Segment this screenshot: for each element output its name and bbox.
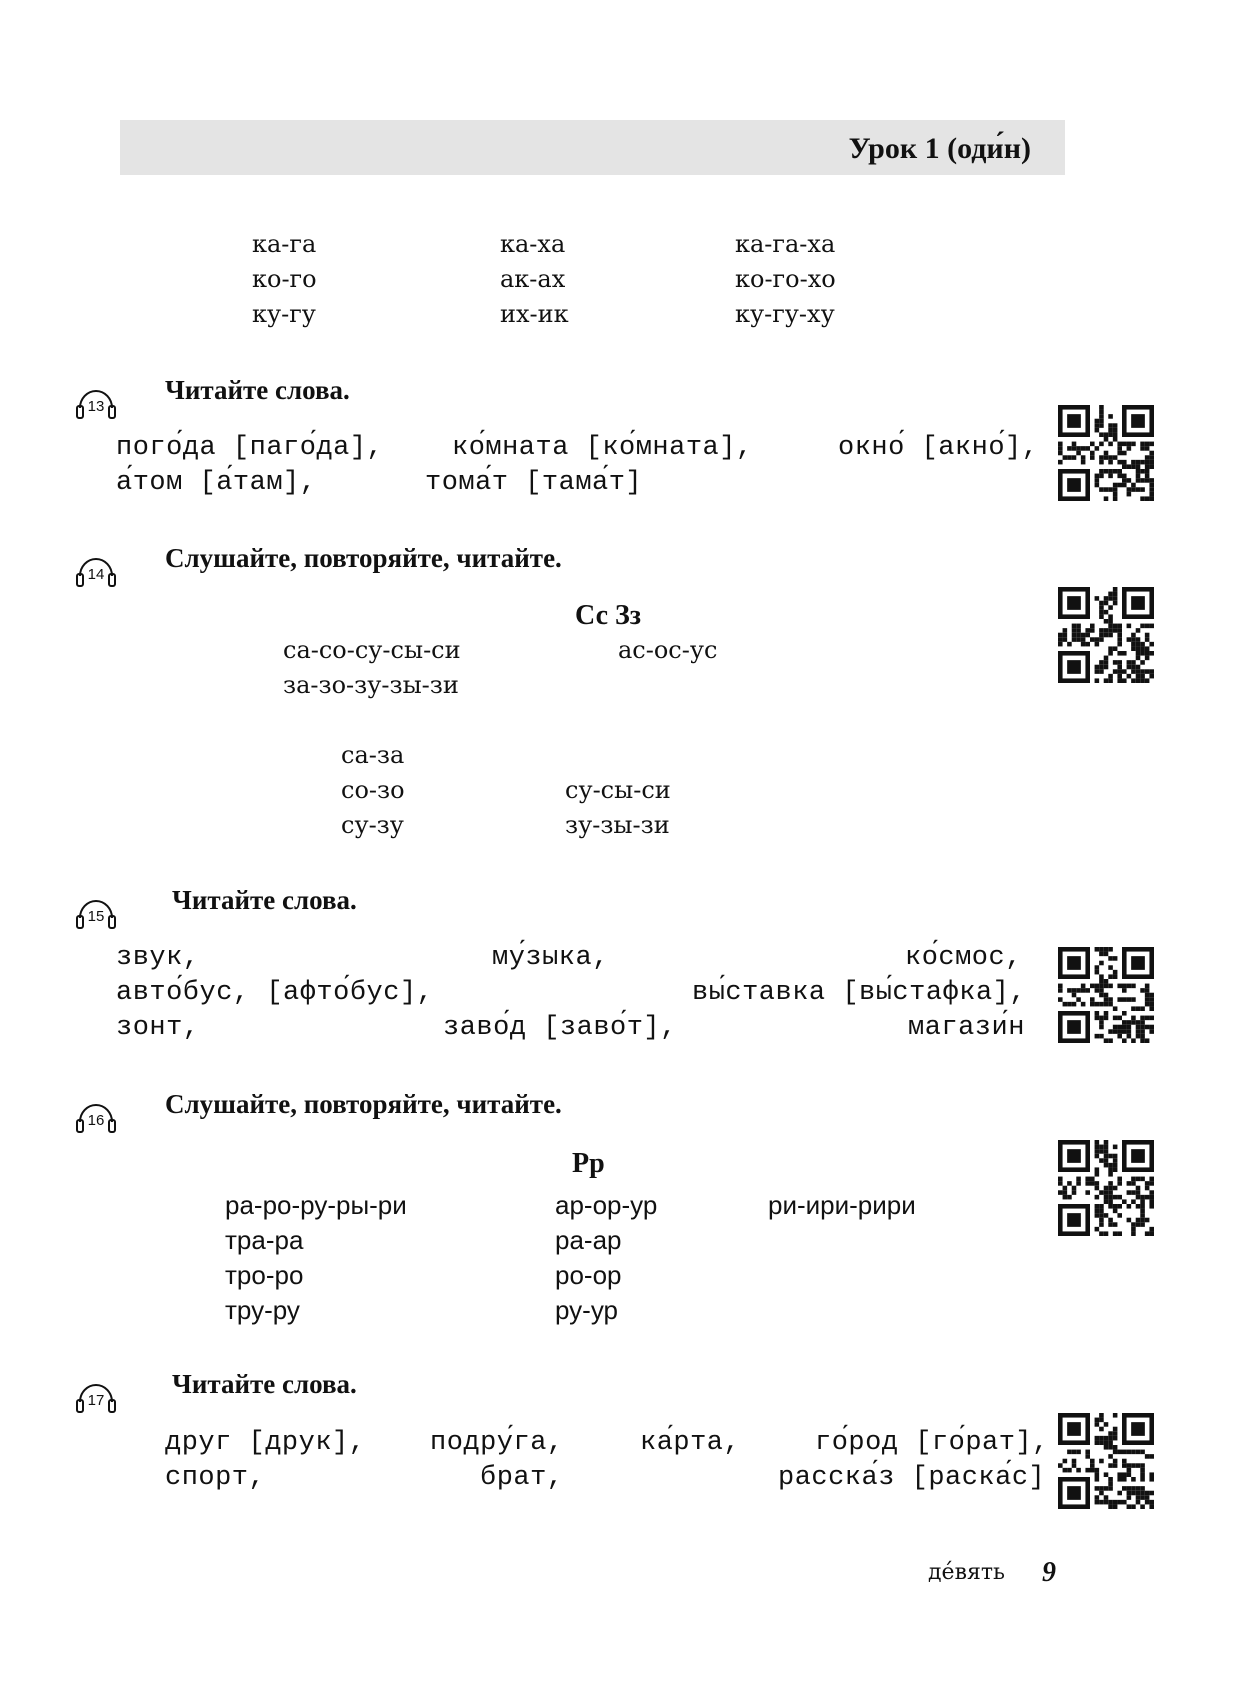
qr-code-icon[interactable]	[1058, 405, 1154, 501]
syllable: са-со-су-сы-си	[283, 636, 461, 664]
word: му́зыка,	[492, 943, 609, 973]
letter-pair: Рр	[572, 1148, 605, 1179]
syllable: ар-ор-ур	[555, 1190, 658, 1220]
word: пого́да [паго́да],	[116, 433, 384, 463]
syllable: ка-га	[252, 230, 317, 258]
syllable: су-зу	[341, 811, 404, 839]
syllable: зу-зы-зи	[565, 811, 670, 839]
syllable: за-зо-зу-зы-зи	[283, 671, 459, 699]
headphones-icon[interactable]	[74, 1092, 118, 1138]
headphones-icon[interactable]	[74, 1372, 118, 1418]
exercise-number: 15	[87, 908, 105, 925]
syllable: ка-га-ха	[735, 230, 836, 258]
word: заво́д [заво́т],	[443, 1013, 677, 1043]
word: го́род [го́рат],	[815, 1428, 1049, 1458]
syllable: ри-ири-рири	[768, 1190, 916, 1220]
word: авто́бус, [афто́бус],	[116, 978, 434, 1008]
exercise-instruction: Читайте слова.	[165, 375, 350, 405]
syllable: ка-ха	[500, 230, 566, 258]
word: звук,	[116, 943, 200, 973]
word: расска́з [раска́с]	[778, 1463, 1046, 1493]
exercise-number: 13	[87, 398, 105, 415]
word: ко́смос,	[905, 943, 1022, 973]
qr-code-icon[interactable]	[1058, 1140, 1154, 1236]
exercise-number: 17	[87, 1392, 105, 1409]
qr-code-icon[interactable]	[1058, 587, 1154, 683]
word: а́том [а́там],	[116, 468, 317, 498]
syllable: са-за	[341, 741, 405, 769]
syllable: су-сы-си	[565, 776, 671, 804]
page-number-word: де́вять	[928, 1560, 1005, 1585]
syllable: ру-ур	[555, 1295, 618, 1325]
letter-pair: Сс Зз	[575, 600, 642, 631]
lesson-title: Урок 1 (оди́н)	[848, 132, 1031, 165]
syllable: ко-го	[252, 265, 317, 293]
word: подру́га,	[430, 1428, 564, 1458]
syllable: ку-гу	[252, 300, 316, 328]
syllable: ас-ос-ус	[618, 636, 718, 664]
qr-code-icon[interactable]	[1058, 1413, 1154, 1509]
exercise-instruction: Слушайте, повторяйте, читайте.	[165, 543, 562, 573]
headphones-icon[interactable]	[74, 888, 118, 934]
headphones-icon[interactable]	[74, 546, 118, 592]
word: брат,	[480, 1463, 564, 1493]
syllable: ра-ро-ру-ры-ри	[225, 1190, 407, 1220]
syllable: тро-ро	[225, 1260, 304, 1290]
exercise-number: 14	[87, 566, 105, 583]
syllable: ра-ар	[555, 1225, 622, 1255]
word: окно́ [акно́],	[838, 433, 1039, 463]
word: зонт,	[116, 1013, 200, 1043]
word: вы́ставка [вы́стафка],	[692, 978, 1027, 1008]
word: магази́н	[908, 1013, 1025, 1043]
syllable: ку-гу-ху	[735, 300, 835, 328]
syllable: ак-ах	[500, 265, 566, 293]
page-number: 9	[1042, 1557, 1056, 1588]
syllable: со-зо	[341, 776, 405, 804]
syllable: ро-ор	[555, 1260, 622, 1290]
exercise-instruction: Читайте слова.	[172, 1369, 357, 1399]
word: тома́т [тама́т]	[425, 468, 643, 498]
syllable: ко-го-хо	[735, 265, 836, 293]
headphones-icon[interactable]	[74, 378, 118, 424]
lesson-header-band	[120, 120, 1065, 175]
syllable: тру-ру	[225, 1295, 300, 1325]
exercise-instruction: Читайте слова.	[172, 885, 357, 915]
word: друг [друк],	[165, 1428, 366, 1458]
word: ка́рта,	[640, 1428, 741, 1458]
qr-code-icon[interactable]	[1058, 947, 1154, 1043]
syllable: их-ик	[500, 300, 569, 328]
word: спорт,	[165, 1463, 266, 1493]
exercise-number: 16	[87, 1112, 105, 1129]
exercise-instruction: Слушайте, повторяйте, читайте.	[165, 1089, 562, 1119]
word: ко́мната [ко́мната],	[452, 433, 753, 463]
syllable: тра-ра	[225, 1225, 304, 1255]
